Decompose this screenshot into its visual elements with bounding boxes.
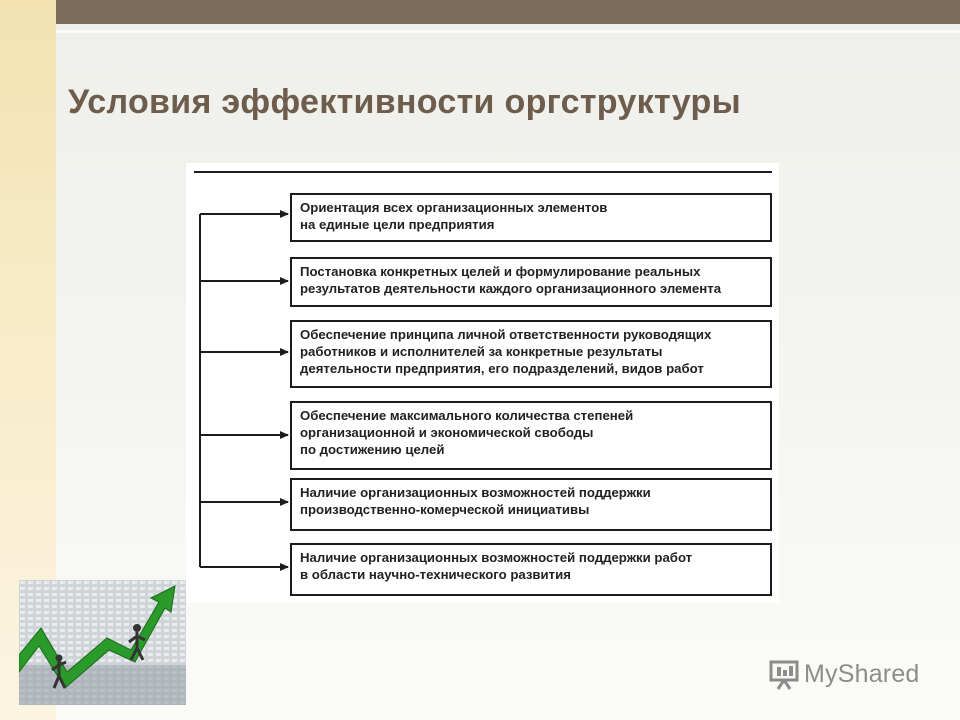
conditions-diagram (186, 163, 779, 603)
condition-box-6: Наличие организационных возможностей поддержки работ в области научно-технического развития (290, 543, 772, 596)
slide-title: Условия эффективности оргструктуры (68, 83, 741, 121)
condition-box-3: Обеспечение принципа личной ответственности руководящих работников и исполнителей за конкретные результаты деятельности предприятия, его подразделений, видов работ (290, 320, 772, 388)
top-bar (56, 0, 960, 24)
condition-box-5: Наличие организационных возможностей поддержки производственно-комерческой инициативы (290, 478, 772, 531)
top-divider (56, 30, 960, 33)
condition-box-2: Постановка конкретных целей и формулирование реальных результатов деятельности каждого организационного элемента (290, 257, 772, 307)
condition-box-4: Обеспечение максимального количества степеней организационной и экономической свободы по достижению целей (290, 401, 772, 470)
growth-chart-image (19, 580, 186, 705)
presentation-board-icon (768, 658, 800, 690)
myshared-logo (768, 656, 920, 692)
logo-text: MyShared (804, 659, 920, 688)
condition-box-1: Ориентация всех организационных элементов на единые цели предприятия (290, 193, 772, 242)
